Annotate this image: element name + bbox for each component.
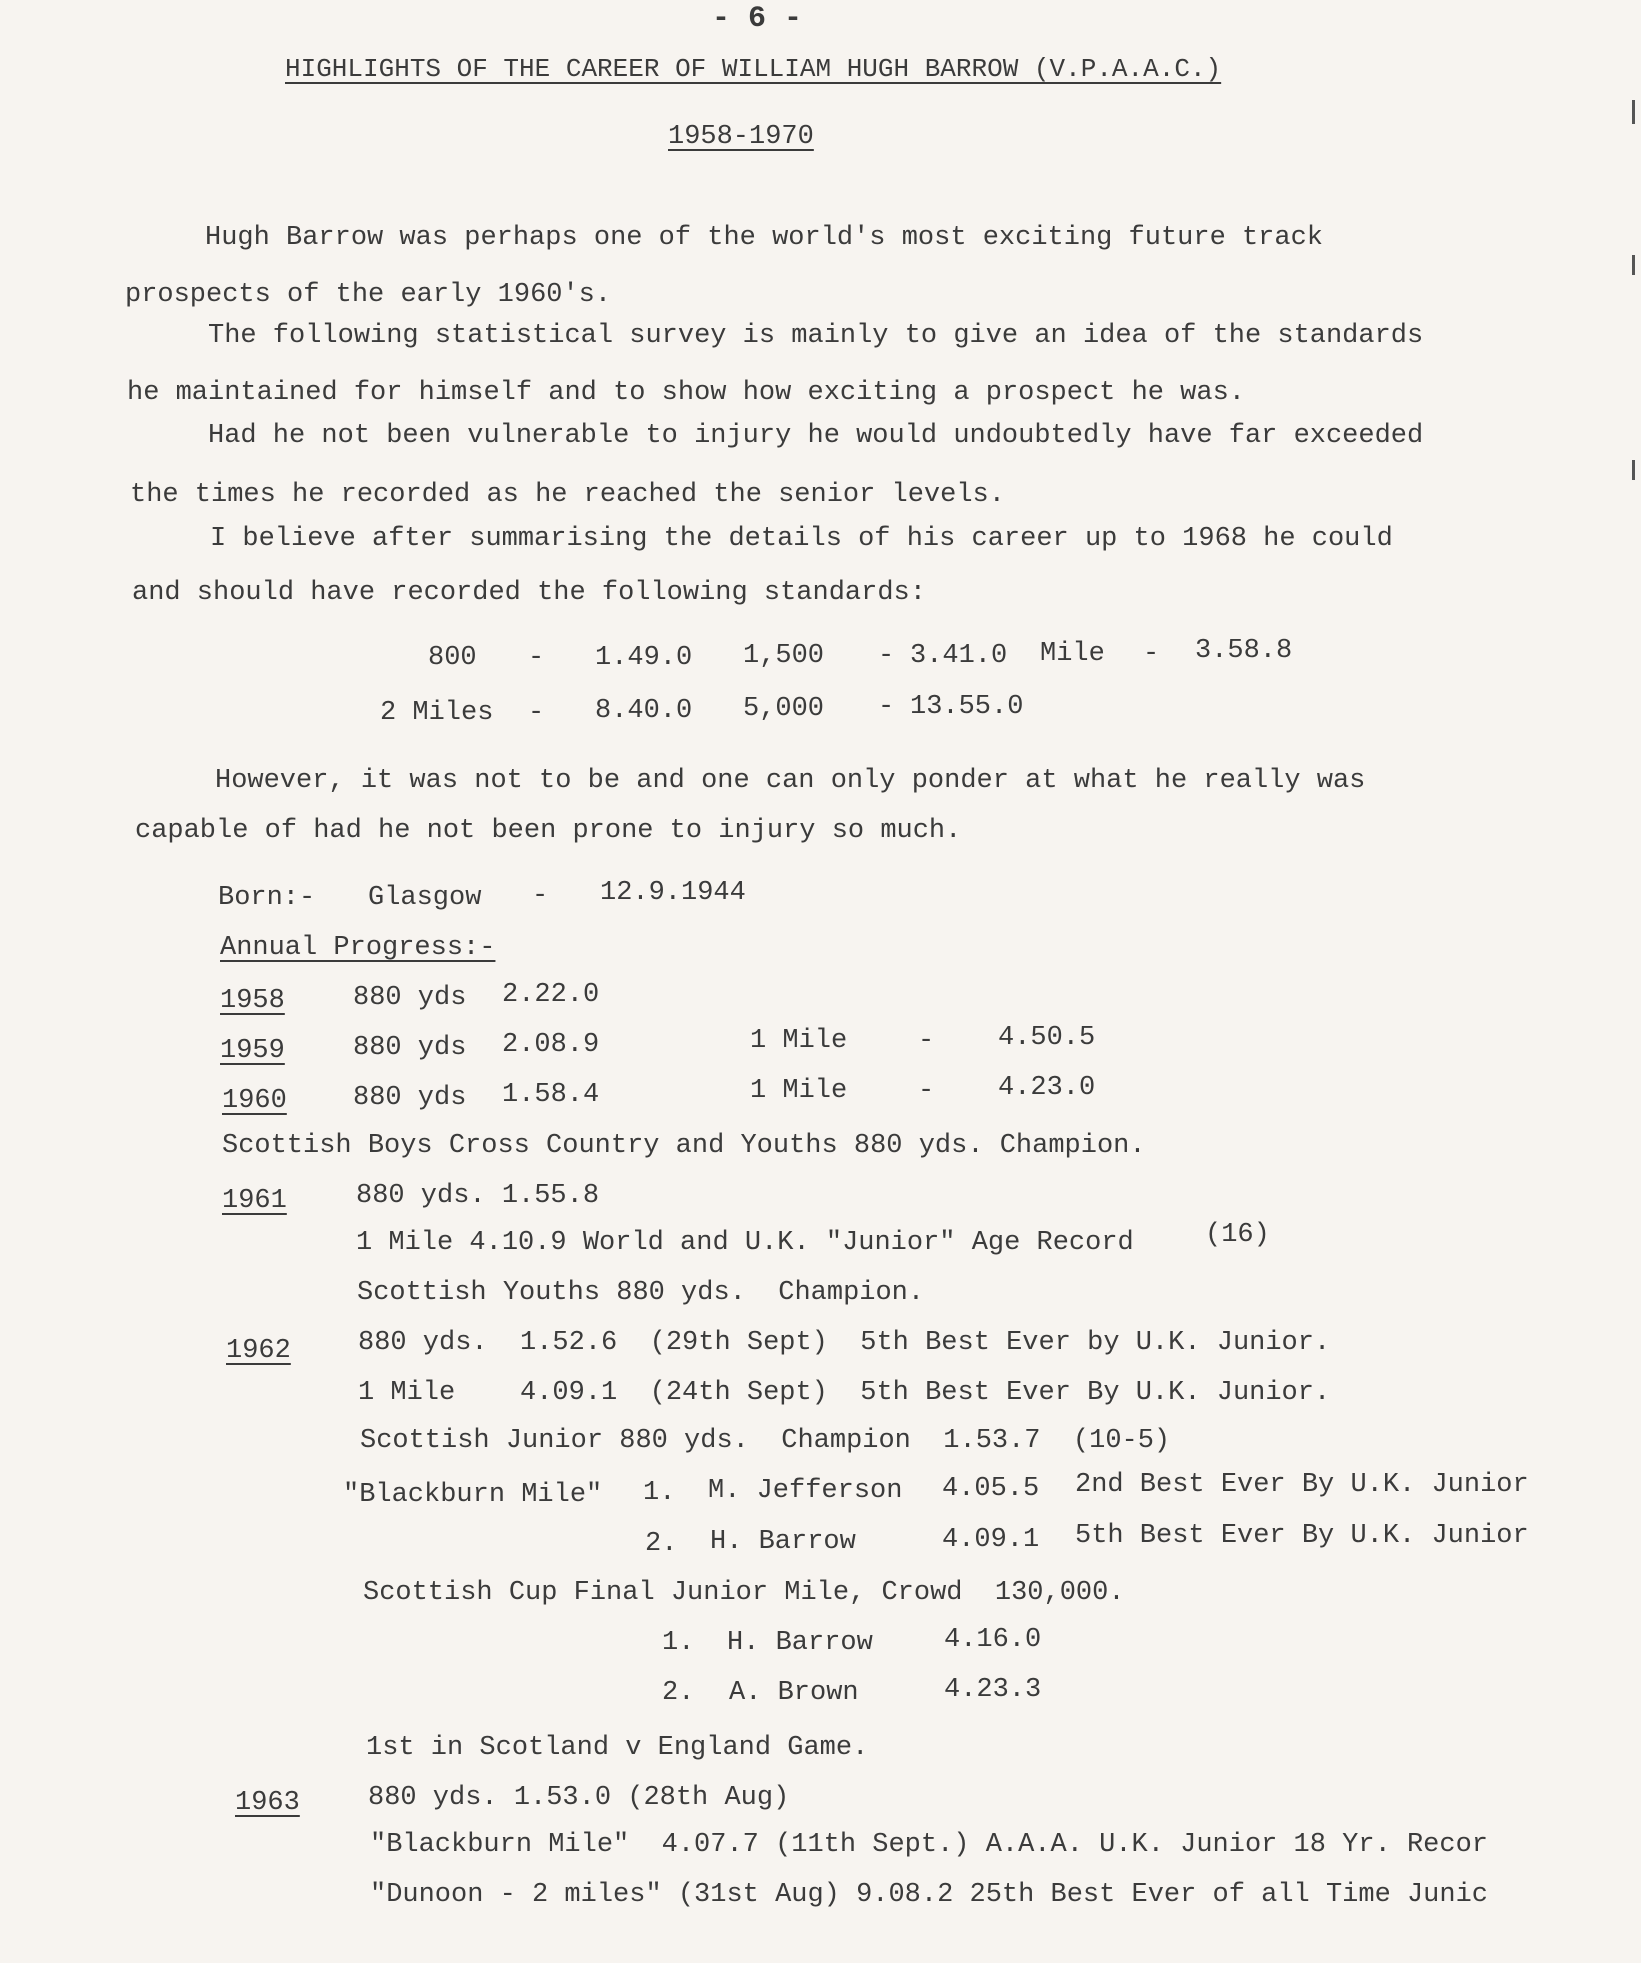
time: 2.22.0 bbox=[502, 980, 600, 1010]
page-title: HIGHLIGHTS OF THE CAREER OF WILLIAM HUGH BARROW (V.P.A.A.C.) bbox=[285, 54, 1222, 84]
year-label: 1962 bbox=[226, 1336, 291, 1366]
intro-line: Had he not been vulnerable to injury he would undoubtedly have far exceeded bbox=[208, 421, 1424, 451]
race-time: 4.09.1 bbox=[942, 1525, 1040, 1555]
result-line: Scottish Youths 880 yds. Champion. bbox=[357, 1278, 925, 1308]
mile-label: 1 Mile bbox=[750, 1076, 848, 1106]
position: 2. bbox=[662, 1678, 695, 1708]
result-line: Scottish Junior 880 yds. Champion 1.53.7 (10-5) bbox=[360, 1426, 1171, 1456]
intro-line: he maintained for himself and to show how exciting a prospect he was. bbox=[127, 378, 1245, 408]
result-line: 1 Mile 4.09.1 (24th Sept) 5th Best Ever By U.K. Junior. bbox=[358, 1378, 1331, 1408]
mile-time: 4.23.0 bbox=[998, 1073, 1096, 1103]
born-place: Glasgow bbox=[368, 883, 482, 913]
year-label: 1963 bbox=[235, 1788, 300, 1818]
year-range: 1958-1970 bbox=[668, 122, 814, 152]
year-label: 1961 bbox=[222, 1186, 287, 1216]
mile-dash: - bbox=[918, 1076, 935, 1106]
standard-dash: - bbox=[528, 698, 545, 728]
standard-time: 3.58.8 bbox=[1195, 636, 1293, 666]
distance: 880 yds bbox=[353, 1083, 467, 1113]
standard-dash: - bbox=[528, 643, 545, 673]
standard-event: Mile bbox=[1040, 639, 1105, 669]
race-time: 4.05.5 bbox=[942, 1474, 1040, 1504]
athlete-name: A. Brown bbox=[729, 1678, 859, 1708]
year-label: 1958 bbox=[220, 986, 285, 1016]
intro-line: the times he recorded as he reached the senior levels. bbox=[130, 480, 1005, 510]
however-line: capable of had he not been prone to injury so much. bbox=[135, 816, 962, 846]
age-note: (16) bbox=[1205, 1220, 1270, 1250]
result-line: 880 yds. 1.52.6 (29th Sept) 5th Best Ever by U.K. Junior. bbox=[358, 1328, 1331, 1358]
mile-dash: - bbox=[918, 1026, 935, 1056]
race-time: 4.23.3 bbox=[944, 1675, 1042, 1705]
note-line: Scottish Boys Cross Country and Youths 880 yds. Champion. bbox=[222, 1131, 1146, 1161]
race-label: "Blackburn Mile" bbox=[343, 1480, 603, 1510]
cup-line: Scottish Cup Final Junior Mile, Crowd 130,000. bbox=[363, 1578, 1125, 1608]
standard-event: 5,000 bbox=[743, 694, 825, 724]
position: 1. bbox=[662, 1628, 695, 1658]
distance: 880 yds bbox=[353, 1033, 467, 1063]
standard-dash: - bbox=[1143, 639, 1160, 669]
mile-label: 1 Mile bbox=[750, 1026, 848, 1056]
standard-event: 800 bbox=[428, 643, 477, 673]
position: 1. bbox=[643, 1478, 676, 1508]
position: 2. bbox=[645, 1529, 678, 1559]
progress-heading: Annual Progress:- bbox=[220, 933, 496, 963]
intro-line: and should have recorded the following standards: bbox=[132, 578, 926, 608]
athlete-name: M. Jefferson bbox=[708, 1476, 903, 1506]
game-line: 1st in Scotland v England Game. bbox=[366, 1733, 869, 1763]
race-note: 2nd Best Ever By U.K. Junior bbox=[1075, 1470, 1529, 1500]
standard-event: 2 Miles bbox=[380, 698, 494, 728]
standard-event: 1,500 bbox=[743, 641, 825, 671]
born-date: 12.9.1944 bbox=[600, 878, 746, 908]
year-label: 1960 bbox=[222, 1086, 287, 1116]
intro-line: prospects of the early 1960's. bbox=[125, 280, 612, 310]
mile-time: 4.50.5 bbox=[998, 1023, 1096, 1053]
standard-time: 1.49.0 bbox=[595, 643, 693, 673]
born-dash: - bbox=[532, 881, 549, 911]
athlete-name: H. Barrow bbox=[710, 1527, 856, 1557]
standard-time: 8.40.0 bbox=[595, 696, 693, 726]
standard-dash: - bbox=[878, 692, 895, 722]
intro-line: The following statistical survey is mainly to give an idea of the standards bbox=[208, 321, 1424, 351]
race-note: 5th Best Ever By U.K. Junior bbox=[1075, 1521, 1529, 1551]
year-label: 1959 bbox=[220, 1036, 285, 1066]
distance: 880 yds bbox=[353, 983, 467, 1013]
intro-line: Hugh Barrow was perhaps one of the world's most exciting future track bbox=[205, 223, 1323, 253]
time: 2.08.9 bbox=[502, 1030, 600, 1060]
race-time: 4.16.0 bbox=[944, 1625, 1042, 1655]
standard-time: 13.55.0 bbox=[910, 692, 1024, 722]
result-line: "Blackburn Mile" 4.07.7 (11th Sept.) A.A.A. U.K. Junior 18 Yr. Recor bbox=[370, 1830, 1488, 1860]
athlete-name: H. Barrow bbox=[727, 1628, 873, 1658]
page-number: - 6 - bbox=[712, 2, 803, 36]
intro-line: I believe after summarising the details of his career up to 1968 he could bbox=[210, 524, 1393, 554]
however-line: However, it was not to be and one can only ponder at what he really was bbox=[215, 766, 1366, 796]
edge-mark bbox=[1632, 460, 1635, 480]
result-line: 880 yds. 1.55.8 bbox=[356, 1181, 600, 1211]
result-line: 1 Mile 4.10.9 World and U.K. "Junior" Age Record bbox=[356, 1228, 1134, 1258]
edge-mark bbox=[1632, 255, 1635, 275]
result-line: 880 yds. 1.53.0 (28th Aug) bbox=[368, 1783, 790, 1813]
standard-dash: - bbox=[878, 641, 895, 671]
result-line: "Dunoon - 2 miles" (31st Aug) 9.08.2 25th Best Ever of all Time Junic bbox=[370, 1880, 1488, 1910]
standard-time: 3.41.0 bbox=[910, 641, 1008, 671]
born-label: Born:- bbox=[218, 883, 316, 913]
edge-mark bbox=[1632, 100, 1635, 124]
time: 1.58.4 bbox=[502, 1080, 600, 1110]
